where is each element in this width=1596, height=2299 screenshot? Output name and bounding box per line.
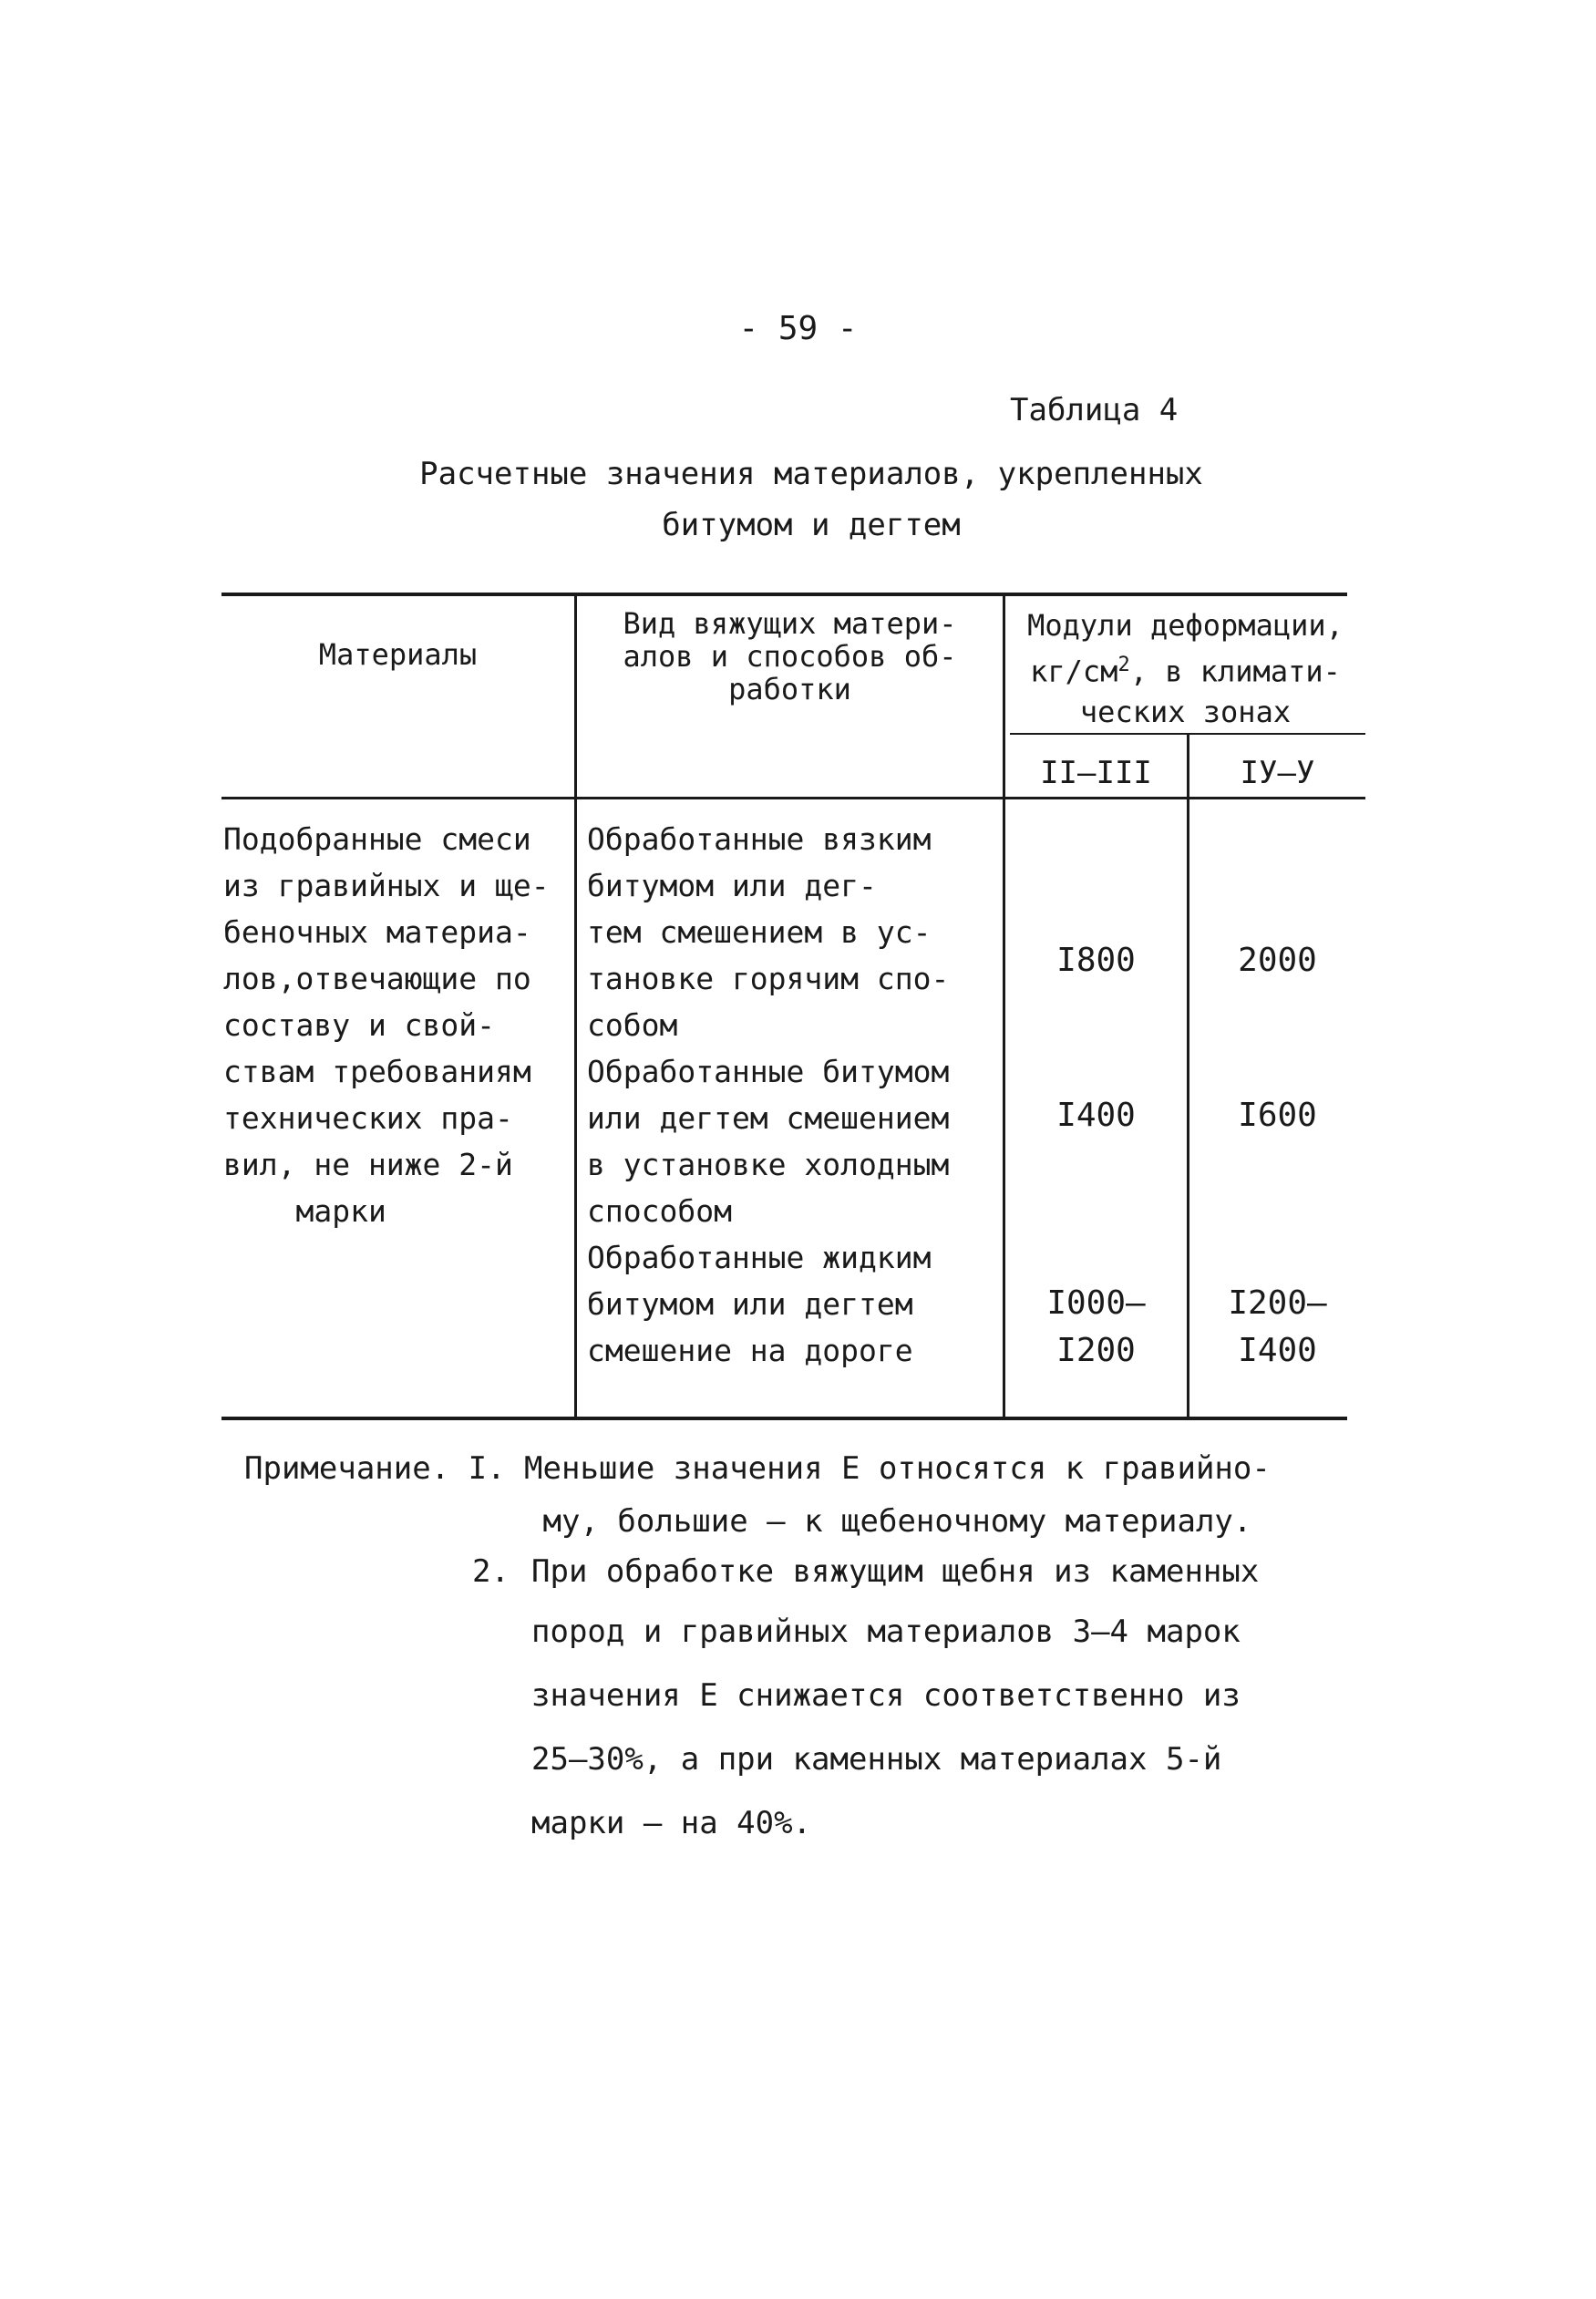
table-title-line-1: Расчетные значения материалов, укрепленных	[419, 456, 1203, 492]
note-2-line-3: значения Е снижается соответственно из	[531, 1677, 1241, 1714]
cell-zone2-row-2: I600	[1238, 1097, 1317, 1134]
table-title-line-2: битумом и дегтем	[662, 507, 961, 543]
header-modulus-line-1: Модули деформации,	[1027, 608, 1344, 643]
cell-binder-row-1: Обработанные вязким битумом или дег- тем смешением в ус- тановке горячим спо- собом	[587, 821, 950, 1043]
header-materials: Материалы	[318, 637, 478, 672]
cell-binder-row-3: Обработанные жидким битумом или дегтем смешение на дороге	[587, 1240, 932, 1368]
cell-zone1-row-3: I000– I200	[1046, 1284, 1146, 1369]
note-2-line-4: 25–30%, а при каменных материалах 5-й	[531, 1741, 1222, 1778]
page-number: - 59 -	[738, 310, 858, 347]
header-zone-1: II–III	[1040, 755, 1152, 791]
note-2-line-2: пород и гравийных материалов 3–4 марок	[531, 1613, 1241, 1650]
table-top-rule	[221, 593, 1347, 596]
cell-zone2-row-3: I200– I400	[1228, 1284, 1327, 1369]
table-bottom-rule	[221, 1417, 1347, 1420]
note-2-line-1: При обработке вяжущим щебня из каменных	[531, 1553, 1260, 1590]
cell-zone1-row-2: I400	[1056, 1097, 1136, 1134]
header-modulus-line-3: ческих зонах	[1079, 694, 1292, 729]
header-zone-2: IУ–У	[1240, 755, 1315, 791]
note-1: Примечание. I. Меньшие значения Е относятся к гравийно- му, большие – к щебеночному материалу.	[244, 1450, 1271, 1540]
note-2-line-5: марки – на 40%.	[531, 1805, 812, 1841]
cell-binder-row-2: Обработанные битумом или дегтем смешением в установке холодным способом	[587, 1054, 950, 1229]
cell-materials: Подобранные смеси из гравийных и ще- беночных материа- лов,отвечающие по составу и свой- ствам требованиям технических пра- вил, не ниже 2-й марки	[223, 821, 550, 1229]
header-binder-type: Вид вяжущих матери- алов и способов об- работки	[623, 606, 957, 706]
column-divider-1	[574, 593, 577, 1418]
header-modulus-sup: 2	[1117, 654, 1130, 676]
header-modulus-line-2: , в климати-	[1129, 654, 1341, 689]
header-modulus	[1005, 605, 1365, 732]
header-bottom-rule	[221, 797, 1365, 799]
note-2-number: 2.	[472, 1553, 510, 1590]
cell-zone2-row-1: 2000	[1238, 942, 1317, 979]
header-modulus-unit: кг/см	[1030, 654, 1118, 689]
table-label: Таблица 4	[1010, 392, 1179, 428]
cell-zone1-row-1: I800	[1056, 942, 1136, 979]
